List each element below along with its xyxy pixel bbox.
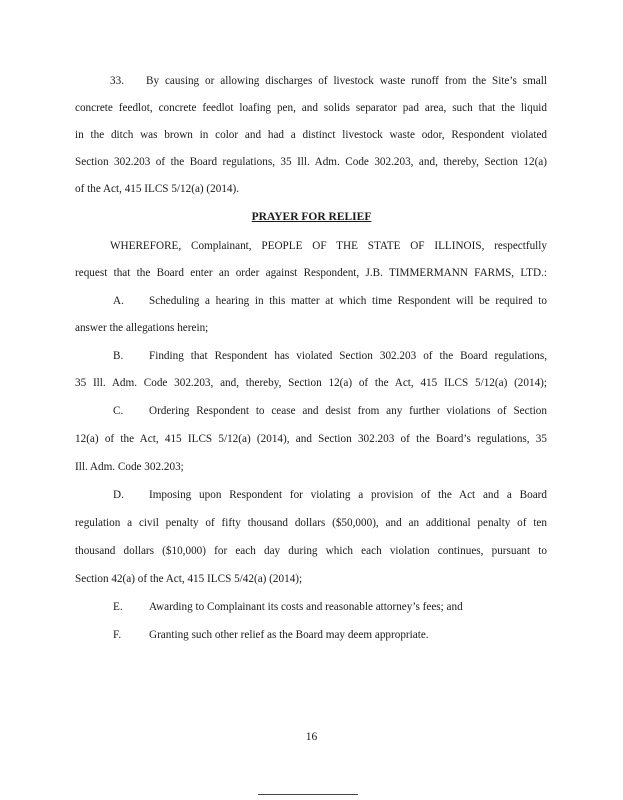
item-a-line-1: A. Scheduling a hearing in this matter at which time Respondent will be required to [113,295,547,307]
paragraph-33-line-4: Section 302.203 of the Board regulations, 35 Ill. Adm. Code 302.203, and, thereby, Section 12(a) [75,156,547,168]
page-number: 16 [305,731,318,743]
wherefore-line-1: WHEREFORE, Complainant, PEOPLE OF THE STATE OF ILLINOIS, respectfully [110,240,547,252]
item-c-label: C. [113,405,124,417]
item-b-line-1: B. Finding that Respondent has violated Section 302.203 of the Board regulations, [113,350,547,362]
item-d-line-3: thousand dollars ($10,000) for each day during which each violation continues, pursuant to [75,545,547,557]
item-b-label: B. [113,350,124,362]
item-d-line-1: D. Imposing upon Respondent for violating a provision of the Act and a Board [113,489,547,501]
item-a-label: A. [113,295,124,307]
item-c-line-3: Ill. Adm. Code 302.203; [75,461,184,473]
item-b-line-2: 35 Ill. Adm. Code 302.203, and, thereby, Section 12(a) of the Act, 415 ILCS 5/12(a) (2014); [75,377,547,389]
item-d-line-2: regulation a civil penalty of fifty thousand dollars ($50,000), and an additional penalty of ten [75,517,547,529]
paragraph-33-line-5: of the Act, 415 ILCS 5/12(a) (2014). [75,183,240,195]
item-a-line-2: answer the allegations herein; [75,322,209,334]
item-c-line-1: C. Ordering Respondent to cease and desist from any further violations of Section [113,405,547,417]
paragraph-33-line-3: in the ditch was brown in color and had a distinct livestock waste odor, Respondent violated [75,129,547,141]
item-d-line-4: Section 42(a) of the Act, 415 ILCS 5/42(a) (2014); [75,573,303,585]
item-f-line-1: F. Granting such other relief as the Board may deem appropriate. [113,629,429,641]
wherefore-line-2: request that the Board enter an order against Respondent, J.B. TIMMERMANN FARMS, LTD.: [75,267,547,279]
prayer-for-relief-heading: PRAYER FOR RELIEF [251,211,372,223]
paragraph-33-line-2: concrete feedlot, concrete feedlot loafing pen, and solids separator pad area, such that the liquid [75,102,547,114]
paragraph-33-line-1: 33. By causing or allowing discharges of livestock waste runoff from the Site’s small [110,75,547,87]
item-e-line-1: E. Awarding to Complainant its costs and reasonable attorney’s fees; and [113,601,463,613]
item-d-label: D. [113,489,124,501]
item-e-label: E. [113,601,123,613]
bottom-rule [258,794,358,795]
item-f-label: F. [113,629,122,641]
paragraph-number: 33. [110,75,124,87]
item-c-line-2: 12(a) of the Act, 415 ILCS 5/12(a) (2014), and Section 302.203 of the Board’s regulations, 35 [75,433,547,445]
